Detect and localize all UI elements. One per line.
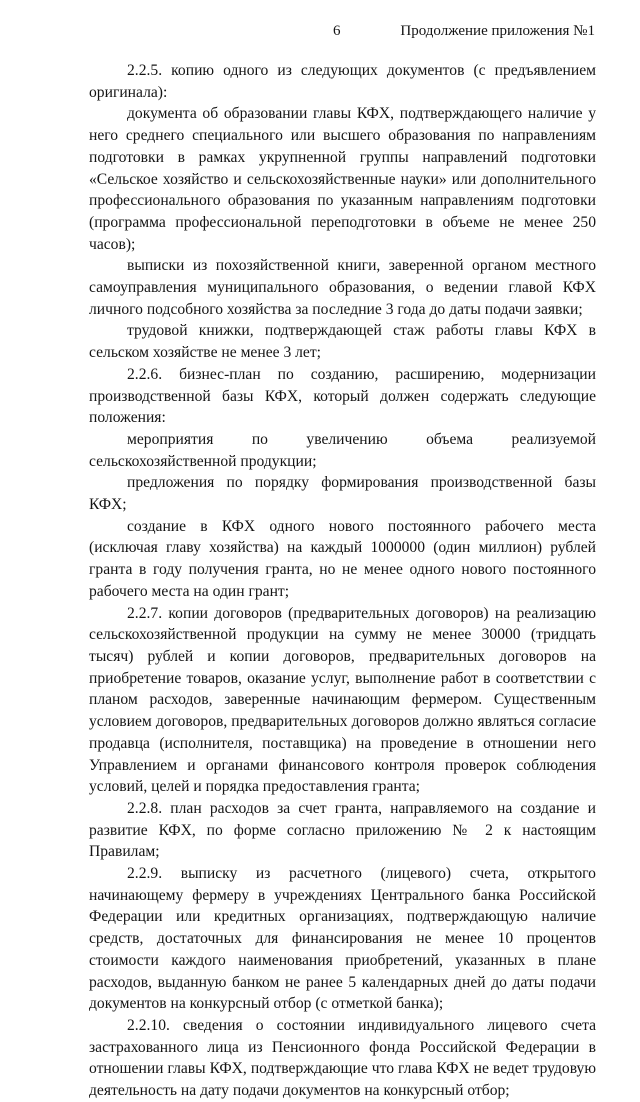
paragraph-text: создание в КФХ одного нового постоянного рабочего места (исключая главу хозяйства) на каждый 1000000 (один миллион) рублей гранта в году получения гранта, но не менее одного нового постоянного рабочего места на один грант; bbox=[89, 517, 596, 600]
paragraph-text: выписку из расчетного (лицевого) счета, открытого начинающему фермеру в учреждениях Центрального банка Российской Федерации или кредитных организациях, подтверждающую наличие средств, достаточных для финансирования не менее 10 процентов стоимости каждого наименования приобретений, указанных в плане расходов, выданную банком не ранее 5 календарных дней до даты подачи документов на конкурсный отбор (с отметкой банка); bbox=[89, 865, 596, 1013]
paragraph-education-document bbox=[89, 103, 596, 255]
paragraph-text: мероприятия по увеличению объема реализуемой сельскохозяйственной продукции; bbox=[89, 430, 596, 470]
paragraph-2-2-6 bbox=[89, 364, 596, 429]
item-number: 2.2.5. bbox=[127, 62, 163, 79]
item-number: 2.2.7. bbox=[127, 604, 163, 622]
paragraph-text: план расходов за счет гранта, направляемого на создание и развитие КФХ, по форме согласно приложению № 2 к настоящим Правилам; bbox=[89, 799, 596, 861]
paragraph-text: трудовой книжки, подтверждающей стаж работы главы КФХ в сельском хозяйстве не менее 3 лет; bbox=[89, 322, 596, 362]
paragraph-text: предложения по порядку формирования производственной базы КФХ; bbox=[89, 474, 596, 514]
paragraph-2-2-5 bbox=[89, 60, 596, 103]
item-number: 2.2.9. bbox=[127, 865, 163, 883]
paragraph-text: копии договоров (предварительных договоров) на реализацию сельскохозяйственной продукции на сумму не менее 30000 (тридцать тысяч) рублей и копии договоров, предварительных договоров на приобретение товаров, оказание услуг, выполнение работ в соответствии с планом расходов, заверенные начинающим фермером. Существенным условием договоров, предварительных договоров должно являться согласие продавца (исполнителя, поставщика) на проведение в отношении него Управлением и органами финансового контроля проверок соблюдения условий, целей и порядка предоставления гранта; bbox=[89, 604, 596, 796]
paragraph-text: сведения о состоянии индивидуального лицевого счета застрахованного лица из Пенсионного фонда Российской Федерации в отношении главы КФХ, подтверждающие что глава КФХ не ведет трудовую деятельность на дату подачи документов на конкурсный отбор; bbox=[89, 1016, 596, 1100]
paragraph-household-book bbox=[89, 255, 596, 320]
running-header: Продолжение приложения №1 bbox=[400, 23, 595, 39]
paragraph-proposals bbox=[89, 472, 596, 515]
paragraph-2-2-10 bbox=[89, 1015, 596, 1102]
paragraph-2-2-8 bbox=[89, 798, 596, 863]
paragraph-text: копию одного из следующих документов (с предъявлением оригинала): bbox=[89, 62, 596, 101]
paragraph-measures bbox=[89, 429, 596, 472]
paragraph-jobs bbox=[89, 516, 596, 603]
page-number: 6 bbox=[333, 23, 341, 39]
item-number: 2.2.8. bbox=[127, 799, 163, 817]
item-number: 2.2.10. bbox=[127, 1016, 170, 1034]
paragraph-text: выписки из похозяйственной книги, заверенной органом местного самоуправления муниципального образования, о ведении главой КФХ личного подсобного хозяйства за последние 3 года до даты подачи заявки; bbox=[89, 257, 596, 318]
item-number: 2.2.6. bbox=[127, 365, 163, 383]
paragraph-text: бизнес-план по созданию, расширению, модернизации производственной базы КФХ, который должен содержать следующие положения: bbox=[89, 365, 596, 427]
paragraph-text: документа об образовании главы КФХ, подтверждающего наличие у него среднего специального или высшего образования по направлениям подготовки в рамках укрупненной группы направлений подготовки «Сельское хозяйство и сельскохозяйственные науки» или дополнительного профессионального образования по указанным направлениям подготовки (программа профессиональной переподготовки в объеме не менее 250 часов); bbox=[89, 105, 596, 253]
document-body bbox=[89, 60, 596, 1102]
paragraph-2-2-9 bbox=[89, 863, 596, 1015]
paragraph-2-2-7 bbox=[89, 603, 596, 798]
paragraph-work-record bbox=[89, 320, 596, 363]
